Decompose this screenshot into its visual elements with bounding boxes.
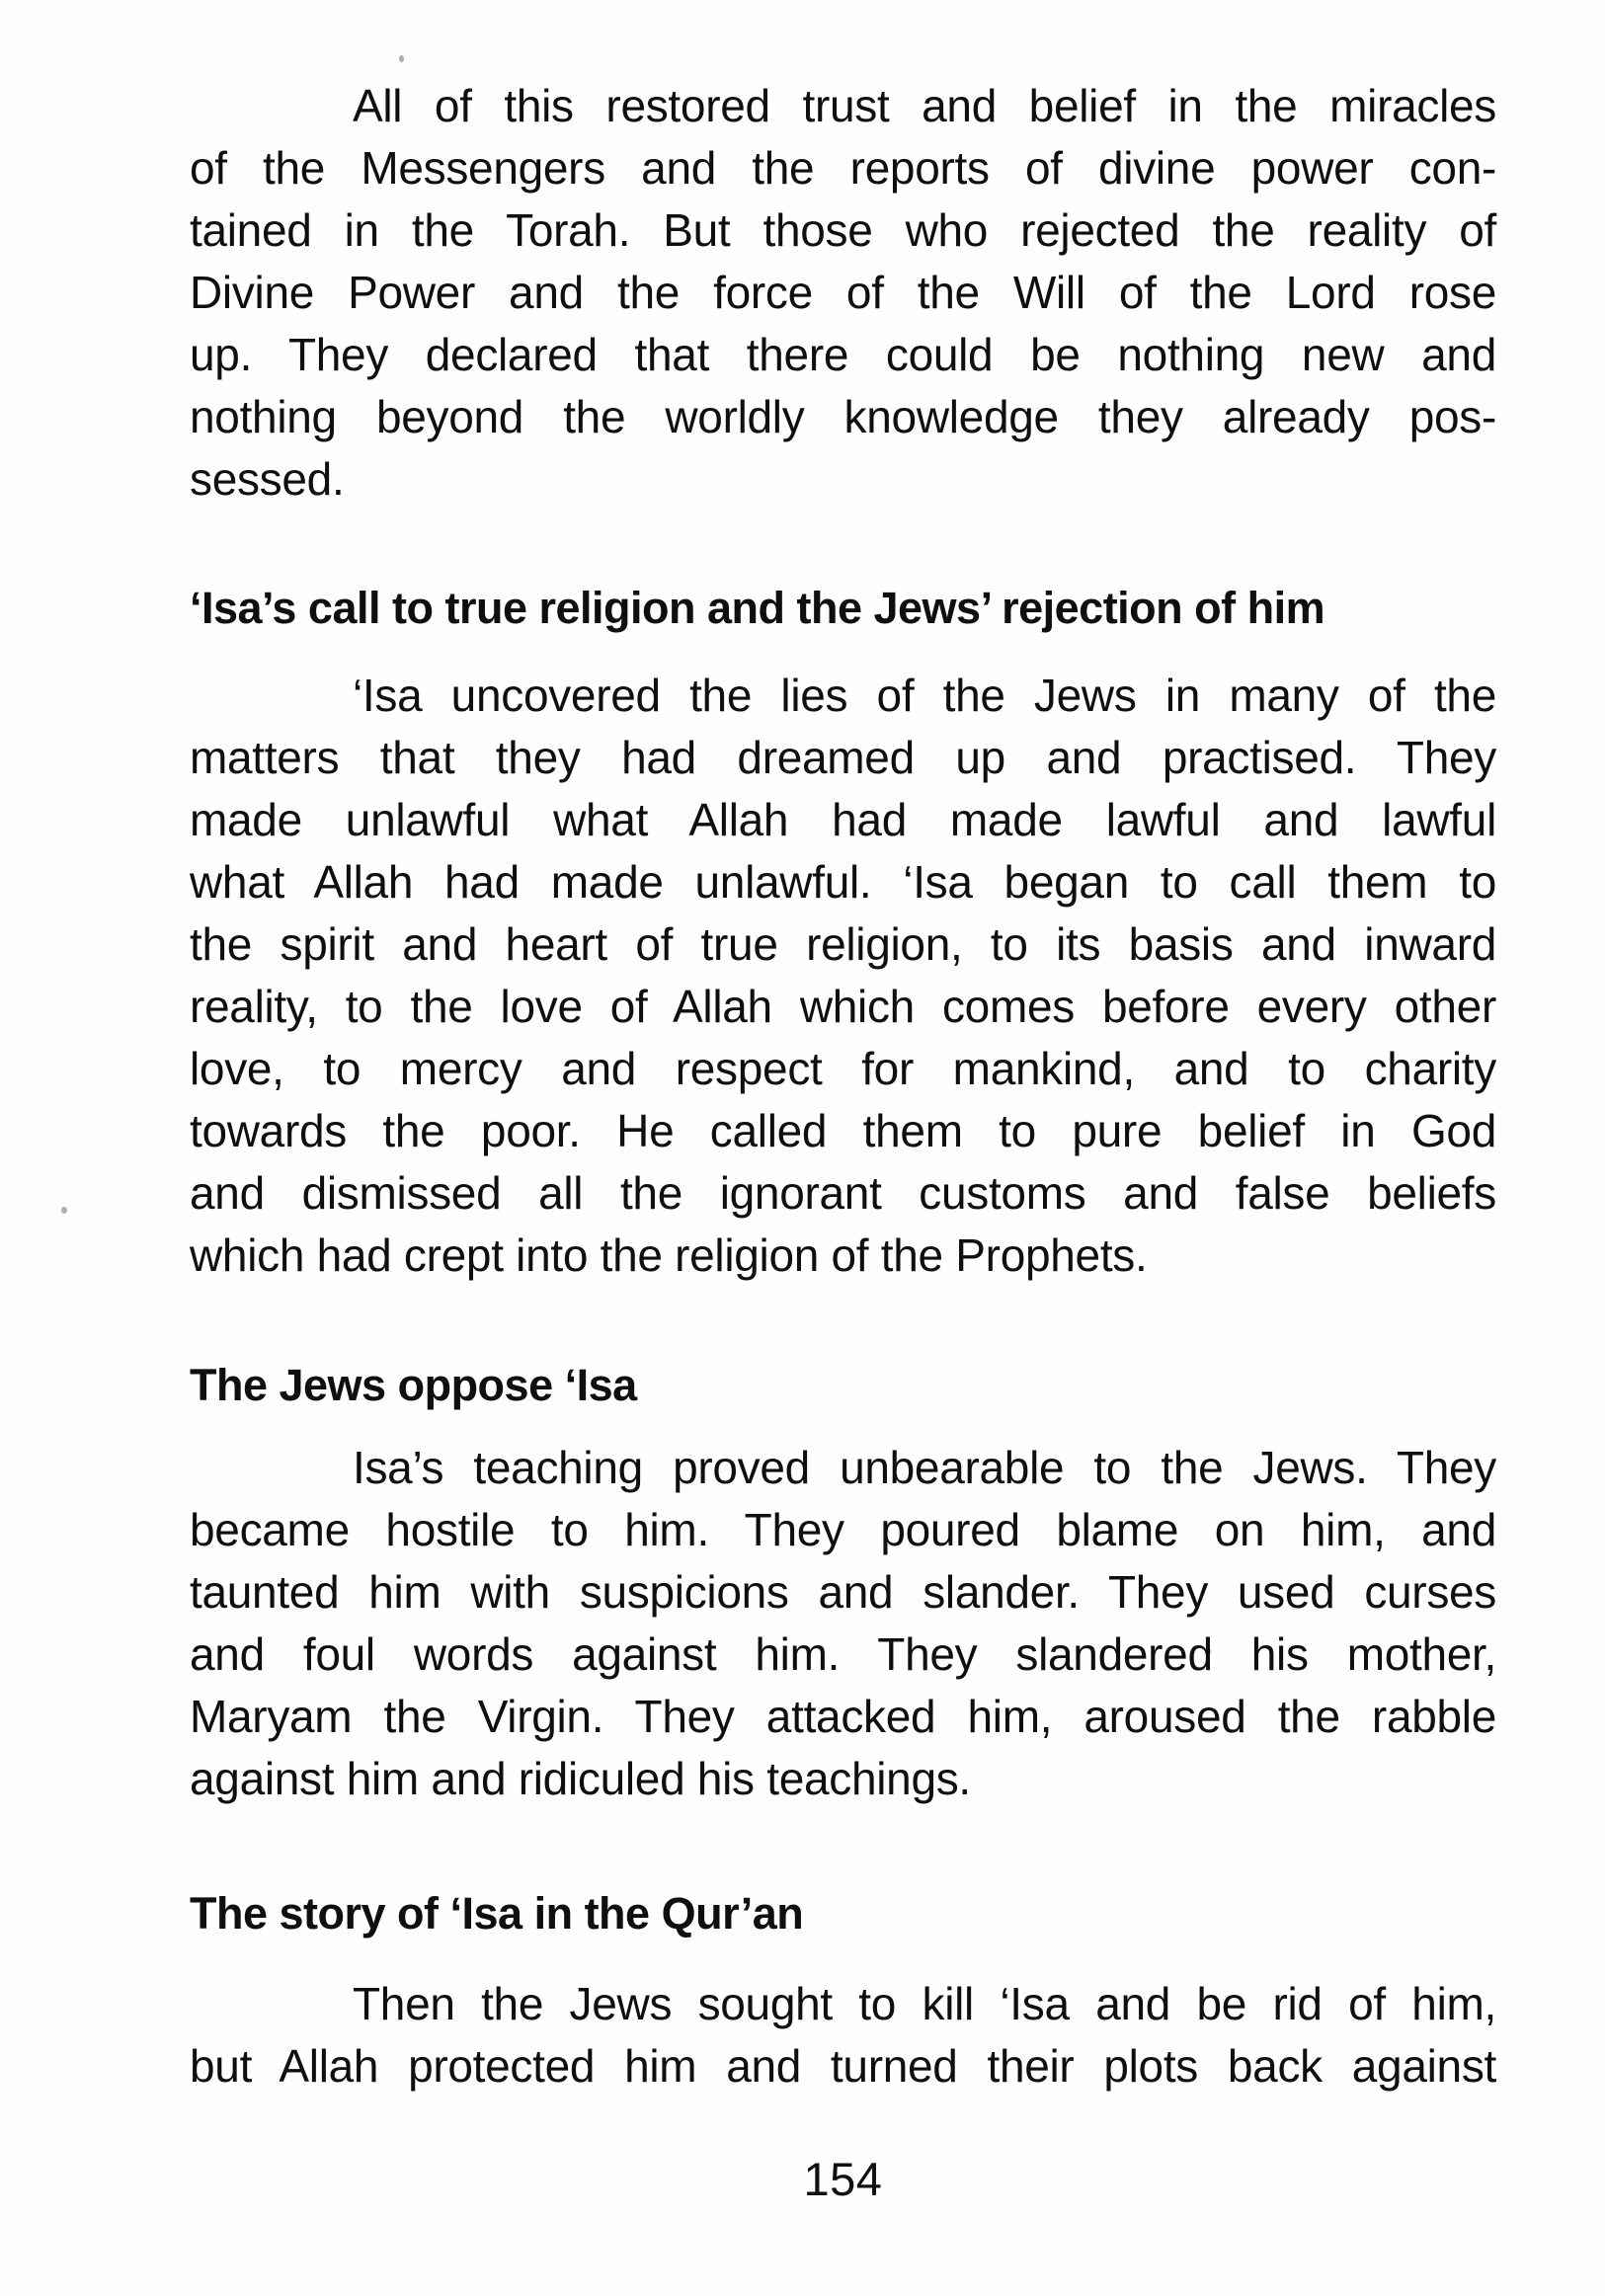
text-line: matters that they had dreamed up and practised. They [190,732,1496,783]
paragraph-jews-hostile [190,1437,1496,1810]
text-line: against him and ridiculed his teachings. [190,1753,971,1804]
text-column [190,75,1496,2210]
text-line: but Allah protected him and turned their plots back against [190,2040,1496,2092]
text-line: of the Messengers and the reports of divine power con- [190,142,1496,194]
section-heading-isa-call: ‘Isa’s call to true religion and the Jews’ rejection of him [190,583,1325,633]
paragraph-isa-uncovered [190,665,1496,1287]
text-line: became hostile to him. They poured blame on him, and [190,1504,1496,1555]
text-line: taunted him with suspicions and slander. They used curses [190,1566,1496,1618]
text-line: Isa’s teaching proved unbearable to the Jews. They [353,1442,1496,1493]
text-line: Divine Power and the force of the Will of the Lord rose [190,267,1496,318]
text-line: nothing beyond the worldly knowledge they already pos- [190,391,1496,442]
text-line: what Allah had made unlawful. ‘Isa began to call them to [190,856,1496,908]
text-line: made unlawful what Allah had made lawful and lawful [190,794,1496,845]
text-line: up. They declared that there could be nothing new and [190,329,1496,380]
text-line: which had crept into the religion of the Prophets. [190,1229,1148,1281]
text-line: and dismissed all the ignorant customs and false beliefs [190,1167,1496,1219]
section-heading-jews-oppose: The Jews oppose ‘Isa [190,1360,637,1410]
section-heading-story-quran: The story of ‘Isa in the Qur’an [190,1888,804,1939]
paragraph-jews-sought [190,1973,1496,2098]
text-line: Then the Jews sought to kill ‘Isa and be rid of him, [353,1978,1496,2029]
text-line: towards the poor. He called them to pure belief in God [190,1105,1496,1156]
text-line: ‘Isa uncovered the lies of the Jews in many of the [353,670,1496,721]
text-line: Maryam the Virgin. They attacked him, aroused the rabble [190,1691,1496,1742]
text-line: All of this restored trust and belief in the miracles [353,80,1496,131]
text-line: reality, to the love of Allah which comes before every other [190,981,1496,1032]
text-line: and foul words against him. They slandered his mother, [190,1628,1496,1680]
text-line: love, to mercy and respect for mankind, and to charity [190,1043,1496,1094]
scan-speck [61,1207,67,1214]
paragraph-restored-trust [190,75,1496,511]
text-line: sessed. [190,453,345,505]
page-number: 154 [803,2153,883,2205]
scan-speck [399,55,404,62]
text-line: the spirit and heart of true religion, to its basis and inward [190,918,1496,970]
text-line: tained in the Torah. But those who rejected the reality of [190,204,1496,256]
